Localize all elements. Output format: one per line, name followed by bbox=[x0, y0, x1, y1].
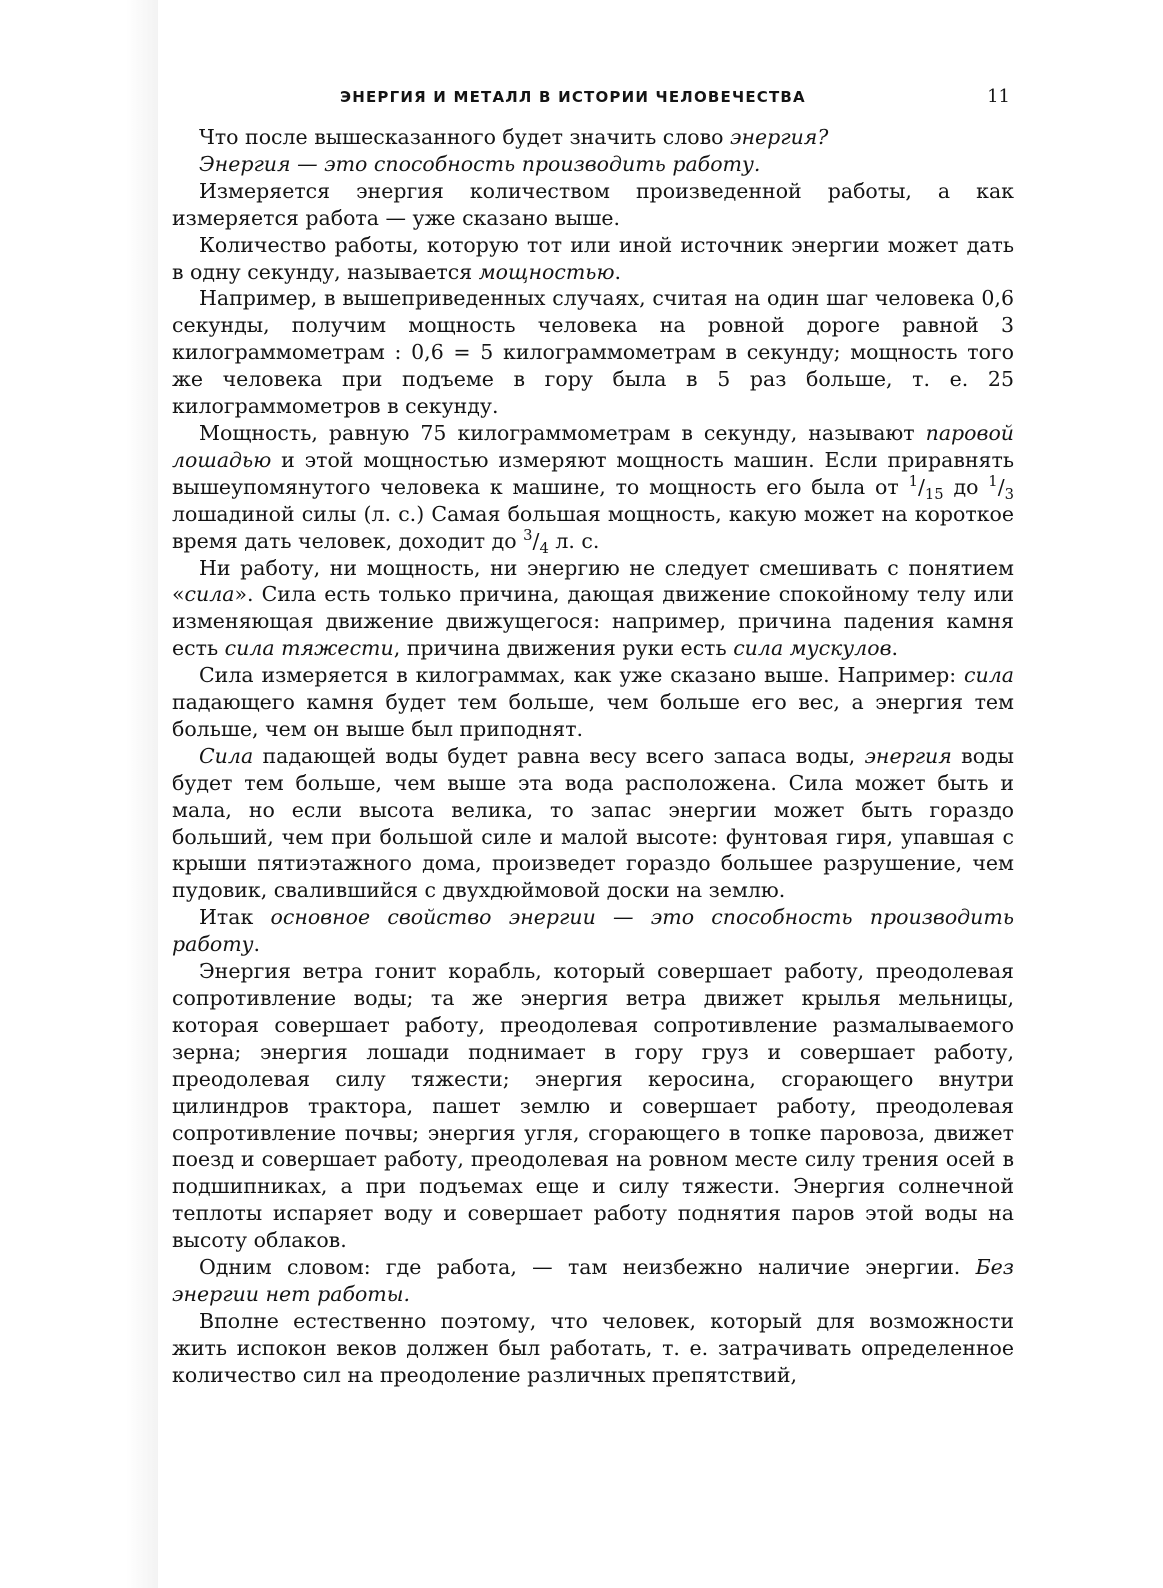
page-number: 11 bbox=[987, 86, 1010, 107]
fraction: $^1/_{15}$ bbox=[908, 472, 944, 503]
paragraph: Что после вышесказанного будет значить слово энергия? bbox=[199, 125, 829, 149]
paragraph: Сила измеряется в килограммах, как уже сказано выше. Например: сила падающего камня будет тем больше, чем больше его вес, а энергия тем больше, чем он выше был приподнят. bbox=[172, 663, 1014, 741]
paragraph: Итак основное свойство энергии — это способность производить работу. bbox=[172, 905, 1014, 957]
paragraph: Мощность, равную 75 килограммометрам в секунду, называют паровой лошадью и этой мощностью измеряют мощность машин. Если приравнять вышеупомянутого человека к машине, то мощность его была от $^1/_{15}$ до $^1/_3$ лошадиной силы (л. с.) Самая большая мощность, какую может на короткое время дать человек, доходит до $^3/_4$ л. с. bbox=[172, 420, 1014, 557]
paragraph: Вполне естественно поэтому, что человек, который для возможности жить испокон веков должен был работать, т. е. затрачивать определенное количество сил на преодоление различных препятствий, bbox=[172, 1308, 1014, 1387]
fraction: $^1/_3$ bbox=[988, 472, 1014, 503]
paragraph: Одним словом: где работа, — там неизбежно наличие энергии. Без энергии нет работы. bbox=[172, 1255, 1014, 1306]
paragraph: Энергия — это способность производить работу. bbox=[199, 151, 761, 176]
paragraph: Измеряется энергия количеством произведенной работы, а как измеряется работа — уже сказано выше. bbox=[172, 178, 1014, 230]
scan-margin bbox=[0, 0, 158, 1588]
paragraph: Энергия ветра гонит корабль, который совершает работу, преодолевая сопротивление воды; та же энергия ветра движет крылья мельницы, которая совершает работу, преодолевая сопротивление размалываемого зерна; энергия лошади поднимает в гору груз и совершает работу, преодолевая силу тяжести; энергия керосина, сгорающего внутри цилиндров трактора, пашет землю и совершает работу, преодолевая сопротивление почвы; энергия угля, сгорающего в топке паровоза, движет поезд и совершает работу, преодолевая на ровном месте силу трения осей в подшипниках, а при подъемах еще и силу тяжести. Энергия солнечной теплоты испаряет воду и совершает работу поднятия паров этой воды на высоту облаков. bbox=[172, 959, 1014, 1253]
fraction: $^3/_4$ bbox=[523, 526, 549, 557]
paragraph: Сила падающей воды будет равна весу всего запаса воды, энергия воды будет тем больше, чем выше эта вода расположена. Сила может быть и мала, но если высота велика, то запас энергии может быть гораздо больший, чем при большой силе и малой высоте: фунтовая гиря, упавшая с крыши пятиэтажного дома, произведет гораздо большее разрушение, чем пудовик, свалившийся с двухдюймовой доски на землю. bbox=[172, 743, 1014, 903]
paragraph: Например, в вышеприведенных случаях, считая на один шаг человека 0,6 секунды, получим мощность человека на ровной дороге равной 3 килограммометрам : 0,6 = 5 килограммометрам в секунду; мощность того же человека при подъеме в гору была в 5 раз больше, т. е. 25 килограммометров в секунду. bbox=[172, 286, 1014, 419]
running-title: ЭНЕРГИЯ И МЕТАЛЛ В ИСТОРИИ ЧЕЛОВЕЧЕСТВА bbox=[340, 88, 806, 106]
paragraph: Количество работы, которую тот или иной источник энергии может дать в одну секунду, называется мощностью. bbox=[172, 232, 1014, 284]
running-head bbox=[172, 82, 1014, 124]
paragraph: Ни работу, ни мощность, ни энергию не следует смешивать с понятием «сила». Сила есть только причина, дающая движение спокойному телу или изменяющая движение движущегося: например, причина падения камня есть сила тяжести, причина движения руки есть сила мускулов. bbox=[172, 555, 1014, 661]
book-page bbox=[172, 82, 1014, 1389]
page-text bbox=[172, 124, 1014, 1389]
